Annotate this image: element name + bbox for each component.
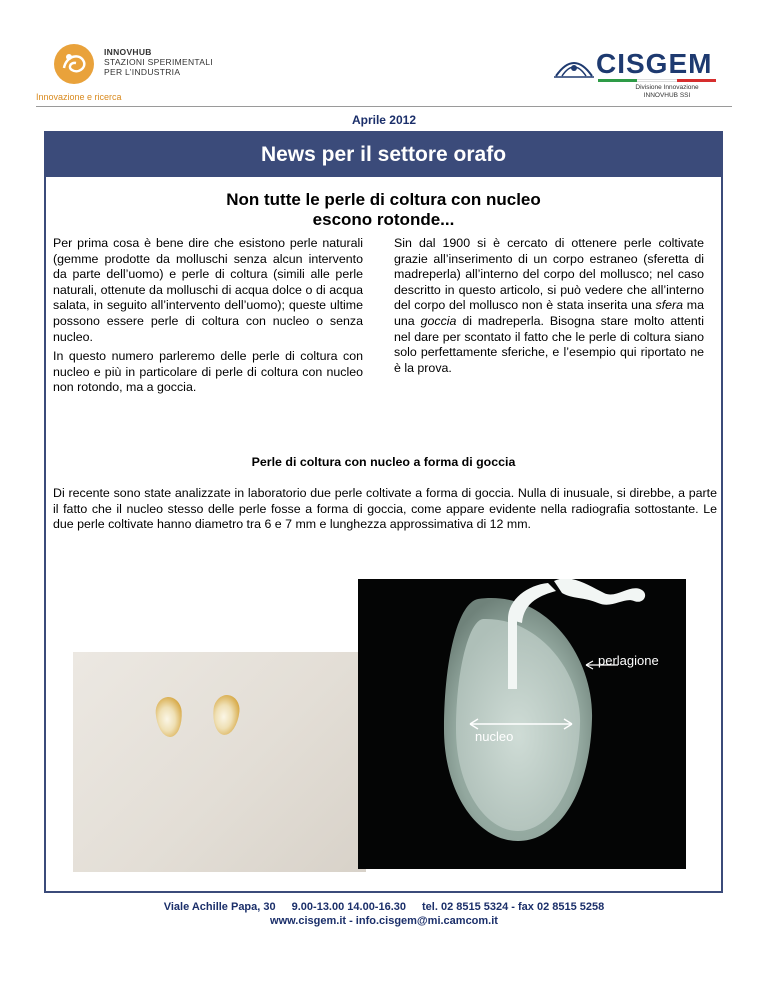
right-text-b: ma una — [394, 298, 704, 328]
right-text-c: di madreperla. Bisogna stare molto attenti nel dare per scontato il fatto che le perle di coltura siano solo perfettamente sferiche, e l’esempio qui riportato ne è la prova. — [394, 313, 704, 375]
footer — [0, 900, 768, 928]
pearl-image-left — [155, 696, 184, 738]
right-paragraph — [394, 236, 704, 376]
xray-image — [358, 579, 686, 869]
cisgem-division-sub: INNOVHUB SSI — [643, 92, 691, 99]
footer-hours: 9.00-13.00 14.00-16.30 — [291, 901, 406, 913]
footer-web[interactable]: www.cisgem.it - info.cisgem@mi.camcom.it — [270, 915, 498, 927]
pearls-photo — [73, 652, 366, 872]
innovhub-subtitle-1: STAZIONI SPERIMENTALI — [104, 57, 213, 67]
article-title — [46, 190, 721, 230]
banner-title: News per il settore orafo — [46, 133, 721, 177]
footer-address: Viale Achille Papa, 30 — [163, 901, 276, 913]
left-paragraph-2: In questo numero parleremo delle perle di coltura con nucleo e più in particolare di perle di coltura con nucleo non rotondo, ma a goccia. — [53, 349, 363, 395]
footer-line-1 — [0, 900, 768, 914]
header-divider — [36, 106, 732, 107]
italian-flag-stripe — [598, 79, 716, 82]
article-title-line-1: Non tutte le perle di coltura con nucleo — [226, 190, 541, 209]
issue-date: Aprile 2012 — [351, 113, 417, 127]
cisgem-division: Divisione Innovazione — [635, 84, 699, 91]
right-text-a: Sin dal 1900 si è cercato di ottenere perle coltivate grazie all’inserimento di un corpo estraneo (sferetta di madreperla) all’interno del corpo del mollusco; nel caso descritto in questo articolo, si può vedere che all’interno del corpo del mollusco non è stata inserita una — [394, 236, 704, 313]
section-body: Di recente sono state analizzate in laboratorio due perle coltivate a forma di goccia. Nulla di inusuale, si direbbe, a parte il fatto che il nucleo stesso delle perle fosse a forma di goccia, come appare evidente nella radiografia sottostante. Le due perle coltivate hanno diametro tra 6 e 7 mm e lunghezza approssimativa di 12 mm. — [53, 486, 717, 532]
cisgem-logo — [552, 48, 722, 106]
newsletter-frame — [44, 131, 723, 893]
section-heading: Perle di coltura con nucleo a forma di goccia — [251, 455, 516, 469]
left-column — [53, 236, 363, 396]
innovhub-tagline: Innovazione e ricerca — [36, 92, 122, 102]
innovhub-subtitle-2: PER L’INDUSTRIA — [104, 67, 181, 77]
right-text-goccia: goccia — [420, 313, 457, 328]
label-perlagione: perlagione — [598, 653, 659, 668]
footer-phone: tel. 02 8515 5324 - fax 02 8515 5258 — [422, 901, 605, 913]
innovhub-logo-icon — [52, 42, 96, 86]
label-nucleo: nucleo — [475, 729, 514, 744]
cisgem-name: CISGEM — [596, 48, 713, 79]
innovhub-name: INNOVHUB — [104, 47, 152, 57]
cisgem-logo-icon — [552, 54, 596, 80]
right-text-sfera: sfera — [655, 298, 684, 313]
pearl-image-right — [211, 694, 241, 736]
right-column — [394, 236, 704, 376]
innovhub-logo — [52, 42, 222, 87]
article-title-line-2: escono rotonde... — [312, 210, 455, 229]
left-paragraph-1: Per prima cosa è bene dire che esistono perle naturali (gemme prodotte da molluschi senza alcun intervento da parte dell’uomo) e perle di coltura (simili alle perle naturali, ottenute da molluschi di acqua dolce o di acqua salata, in seguito all’intervento dell’uomo); queste ultime possono essere perle di coltura con nucleo o senza nucleo. — [53, 236, 363, 344]
xray-radiograph — [358, 579, 686, 869]
